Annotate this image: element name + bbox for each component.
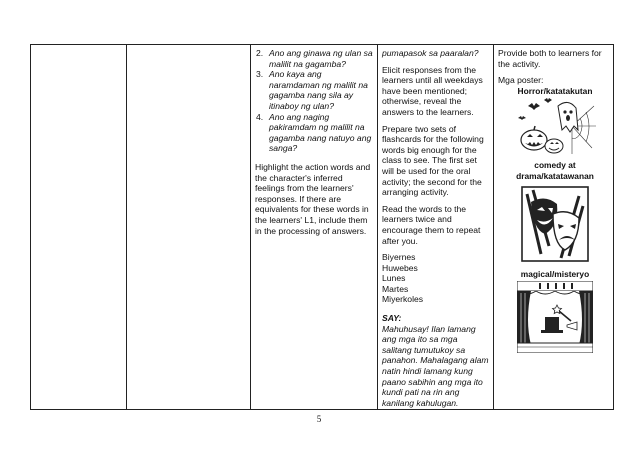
- poster-label: Mga poster:: [498, 75, 544, 86]
- say-text: Mahuhusay! Ilan lamang ang mga ito sa mga salitang tumutukoy sa panahon. Mahalagang alam natin hindi lamang kung paano sabihin ang mga ito kundi pati na rin ang kanilang kahulugan.: [382, 323, 489, 408]
- materials-cell: [494, 45, 615, 409]
- question-number: 2.: [256, 48, 264, 58]
- comedy-drama-masks-image: [521, 186, 589, 262]
- say-label: SAY:: [382, 313, 402, 324]
- weekday-item: Lunes: [382, 273, 406, 284]
- horror-poster-image: [514, 96, 596, 156]
- question-continuation: pumapasok sa paaralan?: [382, 48, 479, 58]
- weekday-item: Miyerkoles: [382, 294, 424, 305]
- lesson-table: [30, 44, 614, 410]
- page-number: 5: [316, 414, 322, 424]
- activity-cell: [378, 45, 494, 409]
- processing-instructions: Highlight the action words and the character's inferred feelings from the learners' responses. If there are equivalents for these words in the learners' L1, include them in the processing of answers.: [255, 161, 371, 236]
- question-number: 4.: [256, 111, 264, 122]
- question-list: [255, 48, 374, 154]
- question-item: [255, 48, 374, 69]
- comedy-caption-line1: comedy at: [534, 160, 576, 171]
- question-item: [255, 69, 374, 111]
- materials-intro: Provide both to learners for the activity.: [498, 48, 602, 69]
- processing-questions-cell: [251, 45, 378, 409]
- read-instructions: Read the words to the learners twice and encourage them to repeat after you.: [382, 203, 481, 246]
- horror-caption: Horror/katatakutan: [517, 85, 593, 96]
- weekday-item: Biyernes: [382, 252, 416, 263]
- magical-stage-image: [517, 281, 593, 353]
- question-text: Ano kaya ang naramdaman ng malilit na gagamba nang sila ay itinaboy ng ulan?: [269, 69, 368, 111]
- question-number: 3.: [256, 69, 264, 80]
- weekday-item: Huwebes: [382, 262, 418, 273]
- elicit-instructions: Elicit responses from the learners until all weekdays have been mentioned; otherwise, reveal the answers to the learners.: [382, 64, 483, 117]
- weekday-list: [382, 252, 489, 305]
- question-text: Ano ang naging pakiramdam ng malilit na gagamba nang natuyo ang sanga?: [269, 111, 372, 154]
- flashcard-instructions: Prepare two sets of flashcards for the following words big enough for the class to see. The first set will be used for the oral activity; the second for the arranging activity.: [382, 123, 484, 198]
- magical-caption: magical/misteryo: [520, 268, 590, 279]
- column-divider: [126, 45, 127, 409]
- weekday-item: Martes: [382, 283, 409, 294]
- question-item: [255, 112, 374, 154]
- comedy-caption-line2: drama/katatawanan: [516, 170, 594, 181]
- question-text: Ano ang ginawa ng ulan sa malilit na gagamba?: [269, 48, 373, 69]
